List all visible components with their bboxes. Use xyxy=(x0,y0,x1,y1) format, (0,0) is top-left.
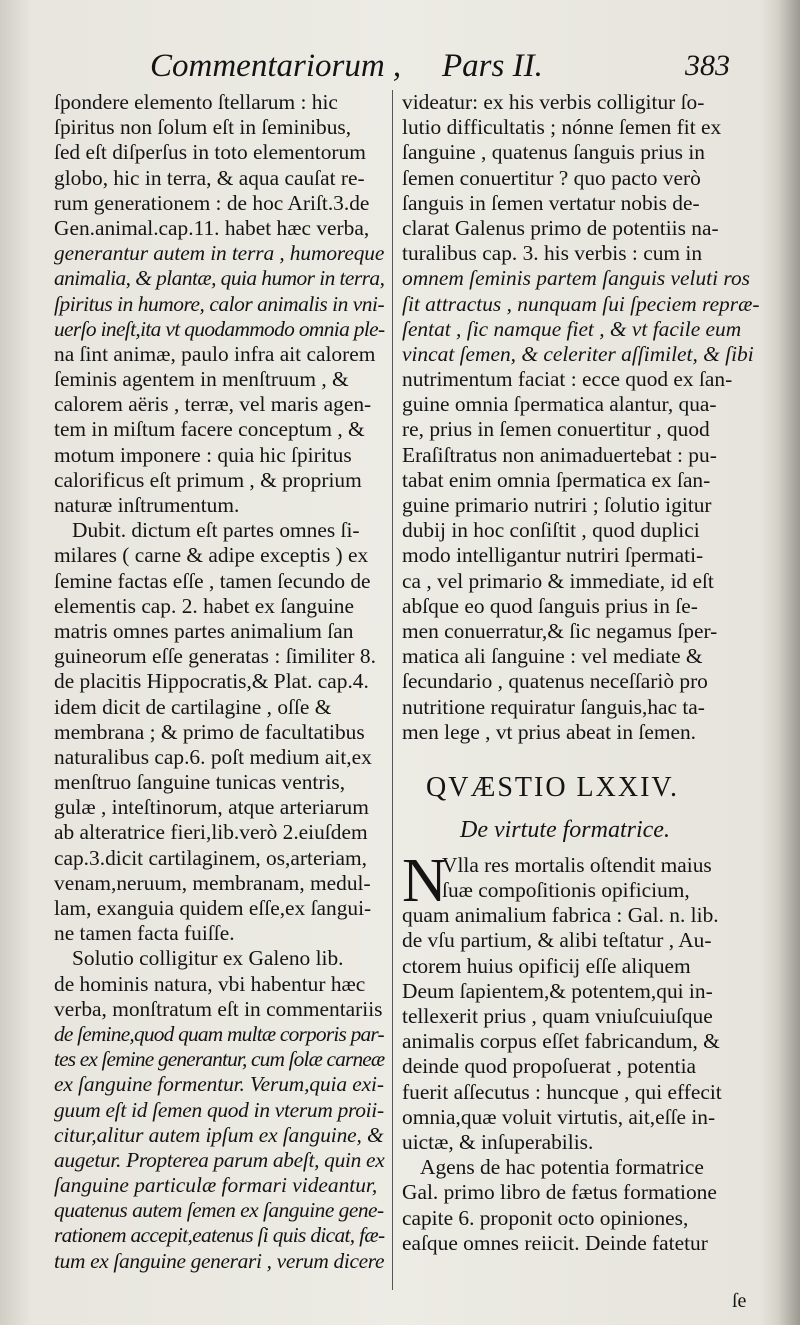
text-line: generantur autem in terra , humoreque xyxy=(54,241,385,266)
text-line: quam animalium fabrica : Gal. n. lib. xyxy=(402,903,719,928)
text-line: Deum ſapientem,& potentem,qui in- xyxy=(402,978,713,1003)
text-line: de hominis natura, vbi habentur hæc xyxy=(54,971,366,996)
text-line: men lege , vt prius abeat in ſemen. xyxy=(402,719,697,744)
text-line: membrana ; & primo de facultatibus xyxy=(54,719,365,744)
text-line: animalia, & plantæ, quia humor in terra, xyxy=(54,266,385,291)
text-line: guine omnia ſpermatica alantur, qua- xyxy=(402,392,717,417)
text-line: omnem ſeminis partem ſanguis veluti ros xyxy=(402,266,750,291)
drop-cap-letter: N xyxy=(402,846,447,915)
text-line: ſeminis agentem in menſtruum , & xyxy=(54,367,349,392)
text-line: lutio difficultatis ; nónne ſemen fit ex xyxy=(402,115,722,140)
text-line: elementis cap. 2. habet ex ſanguine xyxy=(54,593,354,618)
text-line: ca , vel primario & immediate, id eſt xyxy=(402,568,714,593)
text-line: ſpiritus in humore, calor animalis in vni- xyxy=(54,291,385,316)
text-line: ex ſanguine formentur. Verum,quia exi- xyxy=(54,1072,384,1097)
text-line: omnia,quæ voluit virtutis, ait,eſſe in- xyxy=(402,1104,716,1129)
quaestio-heading: QVÆSTIO LXXIV. xyxy=(426,771,680,803)
text-line: ſecundario , quatenus neceſſariò pro xyxy=(402,669,708,694)
text-line: cap.3.dicit cartilaginem, os,arteriam, xyxy=(54,845,368,870)
text-line: augetur. Propterea parum abeſt, quin ex xyxy=(54,1147,385,1172)
text-line: tabat enim omnia ſpermatica ex ſan- xyxy=(402,467,711,492)
text-line: idem dicit de cartilagine , oſſe & xyxy=(54,694,332,719)
text-line: rationem accepit,eatenus ſi quis dicat, fæ- xyxy=(54,1223,385,1248)
text-line: dubij in hoc conſiſtit , quod duplici xyxy=(402,518,700,543)
text-line: ſpiritus non ſolum eſt in ſeminibus, xyxy=(54,115,352,140)
column-divider xyxy=(392,90,393,1290)
text-line: ſed eſt diſperſus in toto elementorum xyxy=(54,140,366,165)
text-line: ſit attractus , nunquam ſui ſpeciem repræ- xyxy=(402,291,760,316)
text-line: matris omnes partes animalium ſan xyxy=(54,618,354,643)
text-line: ſanguine particulæ formari videantur, xyxy=(54,1173,378,1198)
text-line: guineorum eſſe generatas : ſimiliter 8. xyxy=(54,644,376,669)
text-line: Eraſiſtratus non animaduertebat : pu- xyxy=(402,442,717,467)
text-line: ſpondere elemento ſtellarum : hic xyxy=(54,90,338,114)
text-line: tem in miſtum facere conceptum , & xyxy=(54,417,365,442)
page-number: 383 xyxy=(685,49,730,82)
text-line: de vſu partium, & alibi teſtatur , Au- xyxy=(402,928,712,953)
text-line: na ſint animæ, paulo infra ait calorem xyxy=(54,341,376,366)
text-line: naturalibus cap.6. poſt medium ait,ex xyxy=(54,744,372,769)
page-gutter-shadow xyxy=(778,0,800,1325)
text-line: Vlla res mortalis oſtendit maius xyxy=(442,852,712,877)
text-line: deinde quod propoſuerat , potentia xyxy=(402,1054,697,1079)
text-line: quatenus autem ſemen ex ſanguine gene- xyxy=(54,1198,384,1223)
right-column-top-text xyxy=(402,90,766,745)
chapter-body xyxy=(402,846,766,1256)
text-line: menſtruo ſanguine tunicas ventris, xyxy=(54,770,346,795)
text-line: Gal. primo libro de fætus formatione xyxy=(402,1180,717,1205)
text-line: men conuerratur,& ſic negamus ſper- xyxy=(402,618,718,643)
text-line: turalibus cap. 3. his verbis : cum in xyxy=(402,241,703,266)
text-line: Dubit. dictum eſt partes omnes ſi- xyxy=(72,518,360,543)
text-line: de ſemine,quod quam multæ corporis par- xyxy=(54,1021,384,1046)
text-line: rum generationem : de hoc Ariſt.3.de xyxy=(54,190,370,215)
text-line: abſque eo quod ſanguis prius in ſe- xyxy=(402,593,698,618)
text-line: eaſque omnes reiicit. Deinde fatetur xyxy=(402,1230,708,1255)
text-line: verba, monſtratum eſt in commentariis xyxy=(54,996,383,1021)
text-line: tellexerit prius , quam vniuſcuiuſque xyxy=(402,1004,713,1028)
part-label: Pars II. xyxy=(442,48,543,84)
text-line: nutrimentum faciat : ecce quod ex ſan- xyxy=(402,367,733,392)
text-line: ſemen conuertitur ? quo pacto verò xyxy=(402,165,701,190)
quaestio-subtitle: De virtute formatrice. xyxy=(460,816,670,843)
text-line: nutritione requiratur ſanguis,hac ta- xyxy=(402,694,705,719)
text-line: vincat ſemen, & celeriter aſſimilet, & ſibi xyxy=(402,341,754,366)
text-line: ſanguine , quatenus ſanguis prius in xyxy=(402,140,705,165)
text-line: tes ex ſemine generantur, cum ſolæ carneæ xyxy=(54,1047,385,1072)
text-line: calorificus eſt primum , & proprium xyxy=(54,467,362,492)
text-line: capite 6. proponit octo opiniones, xyxy=(402,1205,689,1230)
running-header xyxy=(150,46,770,86)
text-line: ctorem huius opificij eſſe aliquem xyxy=(402,953,691,978)
text-line: gulæ , inteſtinorum, atque arteriarum xyxy=(54,795,369,820)
right-column xyxy=(402,90,766,1256)
text-line: lam, exanguia quidem eſſe,ex ſangui- xyxy=(54,896,372,920)
text-line: re, prius in ſemen conuertitur , quod xyxy=(402,417,710,442)
text-line: uictæ, & inſuperabilis. xyxy=(402,1129,594,1154)
text-line: ſemine factas eſſe , tamen ſecundo de xyxy=(54,568,371,593)
text-line: Agens de hac potentia formatrice xyxy=(420,1155,704,1180)
text-line: ſentat , ſic namque fiet , & vt facile eum xyxy=(402,316,742,341)
text-line: ſuæ compoſitionis opificium, xyxy=(442,878,690,903)
text-line: animalis corpus eſſet fabricandum, & xyxy=(402,1029,720,1054)
text-line: ne tamen facta fuiſſe. xyxy=(54,921,235,946)
text-line: tum ex ſanguine generari , verum dicere xyxy=(54,1248,385,1273)
text-line: milares ( carne & adipe exceptis ) ex xyxy=(54,543,369,568)
text-line: guum eſt id ſemen quod in vterum proii- xyxy=(54,1097,384,1122)
text-line: fuerit aſſecutus : huncque , qui effecit xyxy=(402,1079,722,1104)
left-column xyxy=(54,90,384,1274)
right-column-bottom-text xyxy=(402,846,766,1256)
text-line: Solutio colligitur ex Galeno lib. xyxy=(72,946,344,971)
running-title: Commentariorum , xyxy=(150,48,402,84)
text-line: modo intelligantur nutriri ſpermati- xyxy=(402,543,704,568)
text-line: videatur: ex his verbis colligitur ſo- xyxy=(402,90,705,114)
text-line: naturæ inſtrumentum. xyxy=(54,493,240,517)
text-line: clarat Galenus primo de potentiis na- xyxy=(402,215,719,240)
text-line: citur,alitur autem ipſum ex ſanguine, & xyxy=(54,1122,384,1147)
catchword: ſe xyxy=(732,1290,747,1312)
text-line: venam,neruum, membranam, medul- xyxy=(54,870,371,895)
text-line: matica ali ſanguine : vel mediate & xyxy=(402,644,703,669)
text-line: de placitis Hippocratis,& Plat. cap.4. xyxy=(54,669,369,694)
text-line: motum imponere : quia hic ſpiritus xyxy=(54,442,352,467)
text-line: uerſo ineſt,ita vt quodammodo omnia ple- xyxy=(54,316,385,341)
text-line: guine primario nutriri ; ſolutio igitur xyxy=(402,493,712,517)
text-line: globo, hic in terra, & aqua cauſat re- xyxy=(54,165,365,190)
text-line: calorem aëris , terræ, vel maris agen- xyxy=(54,392,372,417)
text-line: ab alteratrice fieri,lib.verò 2.eiuſdem xyxy=(54,820,368,845)
text-line: Gen.animal.cap.11. habet hæc verba, xyxy=(54,215,370,240)
text-line: ſanguis in ſemen vertatur nobis de- xyxy=(402,190,700,215)
